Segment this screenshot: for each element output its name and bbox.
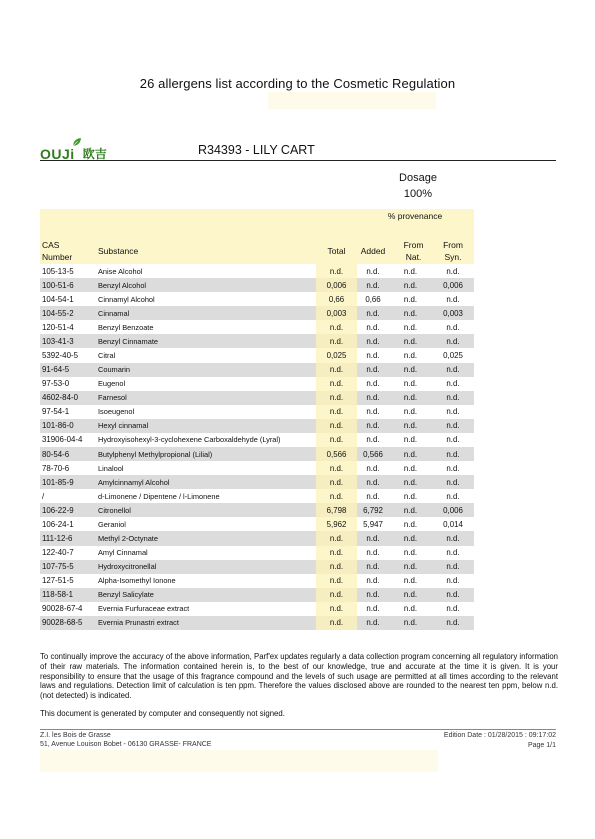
col-header-substance: Substance (98, 246, 139, 256)
table-row (40, 292, 474, 306)
row-added: n.d. (357, 391, 389, 405)
dosage-value: 100% (403, 188, 433, 200)
row-total: n.d. (329, 576, 344, 586)
row-added: n.d. (357, 616, 389, 630)
document-title: 26 allergens list according to the Cosmetic Regulation (139, 76, 456, 91)
footer-address-line1: Z.I. les Bois de Grasse (40, 732, 111, 739)
edition-date: Edition Date : 01/28/2015 : 09:17:02 (443, 732, 556, 739)
brand-logo (40, 140, 107, 162)
row-from-syn: n.d. (446, 576, 460, 586)
row-total: n.d. (316, 363, 357, 377)
table-row (40, 517, 474, 531)
row-total: n.d. (316, 616, 357, 630)
row-from-syn: 0,025 (443, 351, 463, 360)
row-from-syn: 0,014 (443, 519, 463, 529)
row-cas: 127-51-5 (42, 576, 74, 586)
table-row (40, 588, 474, 602)
col-header-nat-line2: Nat. (405, 252, 422, 262)
row-substance: Isoeugenol (98, 407, 135, 417)
row-added: 5,947 (363, 519, 383, 529)
footer-divider (40, 729, 556, 730)
table-row (40, 320, 474, 334)
row-from-syn: n.d. (446, 322, 460, 332)
col-header-added: Added (360, 246, 386, 256)
row-from-syn: n.d. (432, 391, 474, 405)
table-row (40, 433, 474, 447)
row-from-nat: n.d. (403, 379, 418, 389)
table-row (40, 447, 474, 461)
row-cas: 122-40-7 (42, 548, 74, 558)
row-added: n.d. (366, 604, 380, 614)
leaf-icon (71, 137, 82, 148)
row-from-nat: n.d. (389, 503, 432, 517)
col-header-nat-line1: From (403, 240, 424, 250)
row-from-syn: n.d. (432, 475, 474, 489)
row-from-nat: n.d. (403, 604, 418, 614)
row-cas: 78-70-6 (42, 463, 70, 473)
col-header-from-nat (392, 239, 435, 263)
row-from-nat: n.d. (403, 266, 418, 276)
row-substance: Citral (98, 351, 116, 360)
row-from-nat: n.d. (403, 519, 418, 529)
row-total: n.d. (316, 391, 357, 405)
row-from-nat: n.d. (389, 419, 432, 433)
table-row (40, 546, 474, 560)
row-substance: Amyl Cinnamal (98, 548, 148, 558)
table-row (40, 264, 474, 278)
row-substance: Linalool (98, 463, 124, 473)
row-cas: 103-41-3 (40, 334, 96, 348)
row-from-syn: n.d. (432, 419, 474, 433)
row-from-syn: n.d. (446, 266, 460, 276)
row-from-nat: n.d. (389, 588, 432, 602)
row-from-nat: n.d. (403, 322, 418, 332)
row-cas: 120-51-4 (42, 322, 74, 332)
row-from-syn: n.d. (432, 531, 474, 545)
row-added: n.d. (357, 560, 389, 574)
row-total: n.d. (329, 548, 344, 558)
brand-latin: OUJi (40, 146, 75, 162)
row-total: 5,962 (326, 519, 347, 529)
row-substance: Evernia Prunastri extract (96, 616, 316, 630)
row-from-nat: n.d. (403, 294, 418, 304)
row-from-nat: n.d. (403, 548, 418, 558)
row-from-syn: n.d. (432, 560, 474, 574)
row-added: 6,792 (357, 503, 389, 517)
row-from-nat: n.d. (389, 531, 432, 545)
row-cas: 118-58-1 (40, 588, 96, 602)
row-substance: Benzyl Benzoate (98, 322, 154, 332)
row-added: n.d. (357, 363, 389, 377)
footer-highlight (40, 750, 438, 772)
row-substance: Anise Alcohol (98, 266, 143, 276)
row-total: n.d. (316, 588, 357, 602)
row-total: 0,025 (326, 351, 347, 360)
dosage-label: Dosage (399, 172, 437, 184)
row-from-syn: n.d. (432, 588, 474, 602)
row-from-syn: n.d. (446, 548, 460, 558)
row-cas: 5392-40-5 (42, 351, 78, 360)
row-added: n.d. (366, 491, 380, 501)
row-total: 6,798 (316, 503, 357, 517)
col-header-total: Total (327, 246, 346, 256)
row-from-syn: n.d. (446, 463, 460, 473)
row-total: n.d. (316, 419, 357, 433)
row-substance: Hexyl cinnamal (96, 419, 316, 433)
row-cas: 90028-68-5 (40, 616, 96, 630)
row-cas: / (42, 491, 45, 501)
row-from-nat: n.d. (403, 576, 418, 586)
row-from-syn: n.d. (446, 407, 460, 417)
row-from-nat: n.d. (389, 616, 432, 630)
col-header-cas-line2: Number (42, 252, 73, 262)
disclaimer-text: To continually improve the accuracy of the above information, Parf'ex updates regularly a data collection program concerning all regulatory information of their raw materials. The information contained herein is, to the best of our knowledge, true and accurate at the time it is given. It is your responsibility to ensure that the usage of this fragrance compound and the levels of such usage are permitted at all times according to the relevant laws and regulations. Detection limit of calculation is ten ppm. Therefore the values disclosed above are rounded to the nearest ten ppm, below n.d. (not detected) is indicated. (40, 652, 558, 701)
row-cas: 111-12-6 (40, 531, 96, 545)
row-substance: Citronellol (96, 503, 316, 517)
table-row (40, 391, 474, 405)
table-row (40, 377, 474, 391)
row-added: n.d. (366, 463, 380, 473)
row-cas: 80-54-6 (40, 447, 96, 461)
table-row (40, 363, 474, 377)
header-divider (40, 160, 556, 161)
row-added: n.d. (366, 576, 380, 586)
row-from-nat: n.d. (389, 447, 432, 461)
row-substance: Benzyl Cinnamate (96, 334, 316, 348)
row-from-syn: n.d. (446, 491, 460, 501)
row-total: n.d. (329, 491, 344, 501)
row-added: n.d. (357, 334, 389, 348)
table-row (40, 602, 474, 616)
row-added: n.d. (366, 407, 380, 417)
row-substance: Farnesol (96, 391, 316, 405)
row-from-syn: 0,006 (432, 278, 474, 292)
row-cas: 101-85-9 (40, 475, 96, 489)
row-cas: 104-55-2 (40, 306, 96, 320)
table-row (40, 334, 474, 348)
table-row (40, 560, 474, 574)
row-from-nat: n.d. (389, 334, 432, 348)
row-total: 0,003 (316, 306, 357, 320)
row-from-nat: n.d. (389, 391, 432, 405)
row-total: n.d. (329, 435, 344, 445)
allergen-table (40, 264, 474, 630)
table-row (40, 278, 474, 292)
row-added: n.d. (357, 278, 389, 292)
row-from-nat: n.d. (389, 363, 432, 377)
row-substance: d-Limonene / Dipentene / l-Limonene (98, 491, 220, 501)
row-from-syn: 0,003 (432, 306, 474, 320)
row-total: 0,566 (316, 447, 357, 461)
table-row (40, 419, 474, 433)
row-cas: 91-64-5 (40, 363, 96, 377)
row-cas: 97-53-0 (42, 379, 70, 389)
row-added: n.d. (357, 306, 389, 320)
row-total: n.d. (329, 322, 344, 332)
row-from-nat: n.d. (389, 278, 432, 292)
table-row (40, 475, 474, 489)
page-number: Page 1/1 (527, 742, 556, 749)
row-substance: Alpha-Isomethyl Ionone (98, 576, 176, 586)
row-substance: Methyl 2-Octynate (96, 531, 316, 545)
row-total: n.d. (329, 379, 344, 389)
row-substance: Coumarin (96, 363, 316, 377)
table-row (40, 531, 474, 545)
row-from-syn: n.d. (432, 616, 474, 630)
brand-chinese: 欧吉 (82, 147, 107, 161)
row-cas: 4602-84-0 (40, 391, 96, 405)
generated-note: This document is generated by computer and consequently not signed. (40, 709, 285, 718)
row-total: n.d. (329, 266, 344, 276)
row-from-nat: n.d. (389, 306, 432, 320)
row-cas: 31906-04-4 (42, 435, 83, 445)
row-substance: Benzyl Salicylate (96, 588, 316, 602)
row-substance: Hydroxycitronellal (96, 560, 316, 574)
row-from-syn: n.d. (432, 334, 474, 348)
row-from-nat: n.d. (389, 475, 432, 489)
row-from-nat: n.d. (403, 407, 418, 417)
row-from-syn: n.d. (432, 447, 474, 461)
row-added: n.d. (366, 435, 380, 445)
row-substance: Amylcinnamyl Alcohol (96, 475, 316, 489)
row-substance: Butylphenyl Methylpropional (Lilial) (96, 447, 316, 461)
row-substance: Cinnamyl Alcohol (98, 294, 155, 304)
row-total: n.d. (316, 475, 357, 489)
row-from-syn: n.d. (432, 363, 474, 377)
col-header-syn-line2: Syn. (444, 252, 462, 262)
row-substance: Eugenol (98, 379, 126, 389)
row-from-syn: 0,006 (432, 503, 474, 517)
row-total: n.d. (329, 463, 344, 473)
row-from-nat: n.d. (403, 491, 418, 501)
row-cas: 100-51-6 (40, 278, 96, 292)
row-total: n.d. (316, 334, 357, 348)
table-row (40, 348, 474, 362)
row-substance: Benzyl Alcohol (96, 278, 316, 292)
row-cas: 105-13-5 (42, 266, 74, 276)
col-header-cas-line1: CAS (42, 240, 60, 250)
col-header-cas (42, 239, 72, 263)
row-added: n.d. (357, 531, 389, 545)
row-substance: Cinnamal (96, 306, 316, 320)
row-total: n.d. (329, 604, 344, 614)
row-total: n.d. (329, 407, 344, 417)
row-cas: 106-22-9 (40, 503, 96, 517)
row-added: n.d. (366, 351, 380, 360)
allergen-table-body (40, 264, 474, 630)
row-total: n.d. (316, 531, 357, 545)
row-cas: 106-24-1 (42, 519, 74, 529)
row-added: n.d. (357, 588, 389, 602)
product-name: R34393 - LILY CART (198, 143, 315, 157)
table-row (40, 489, 474, 503)
row-from-nat: n.d. (403, 463, 418, 473)
row-total: 0,006 (316, 278, 357, 292)
row-total: n.d. (316, 560, 357, 574)
row-added: n.d. (366, 548, 380, 558)
row-added: 0,66 (365, 294, 381, 304)
title-highlight (268, 92, 436, 109)
row-added: n.d. (366, 322, 380, 332)
col-header-from-syn (432, 239, 474, 263)
row-substance: Evernia Furfuraceae extract (98, 604, 190, 614)
table-row (40, 616, 474, 630)
row-from-nat: n.d. (389, 560, 432, 574)
row-added: n.d. (357, 419, 389, 433)
row-added: n.d. (366, 266, 380, 276)
row-from-syn: n.d. (446, 435, 460, 445)
row-added: n.d. (366, 379, 380, 389)
col-header-syn-line1: From (443, 240, 463, 250)
row-from-nat: n.d. (403, 435, 418, 445)
row-from-syn: n.d. (446, 294, 460, 304)
row-cas: 104-54-1 (42, 294, 74, 304)
table-row (40, 405, 474, 419)
table-row (40, 461, 474, 475)
table-row (40, 306, 474, 320)
row-from-nat: n.d. (403, 351, 418, 360)
table-row (40, 574, 474, 588)
row-added: 0,566 (357, 447, 389, 461)
row-total: 0,66 (328, 294, 345, 304)
row-substance: Geraniol (98, 519, 126, 529)
row-from-syn: n.d. (446, 379, 460, 389)
row-cas: 97-54-1 (42, 407, 70, 417)
row-from-syn: n.d. (446, 604, 460, 614)
row-cas: 101-86-0 (40, 419, 96, 433)
row-substance: Hydroxyisohexyl-3-cyclohexene Carboxaldehyde (Lyral) (98, 435, 281, 445)
row-cas: 90028-67-4 (42, 604, 83, 614)
table-row (40, 503, 474, 517)
row-cas: 107-75-5 (40, 560, 96, 574)
provenance-label: % provenance (387, 211, 443, 221)
row-added: n.d. (357, 475, 389, 489)
footer-address-line2: 51, Avenue Louison Bobet - 06130 GRASSE- FRANCE (40, 741, 212, 748)
